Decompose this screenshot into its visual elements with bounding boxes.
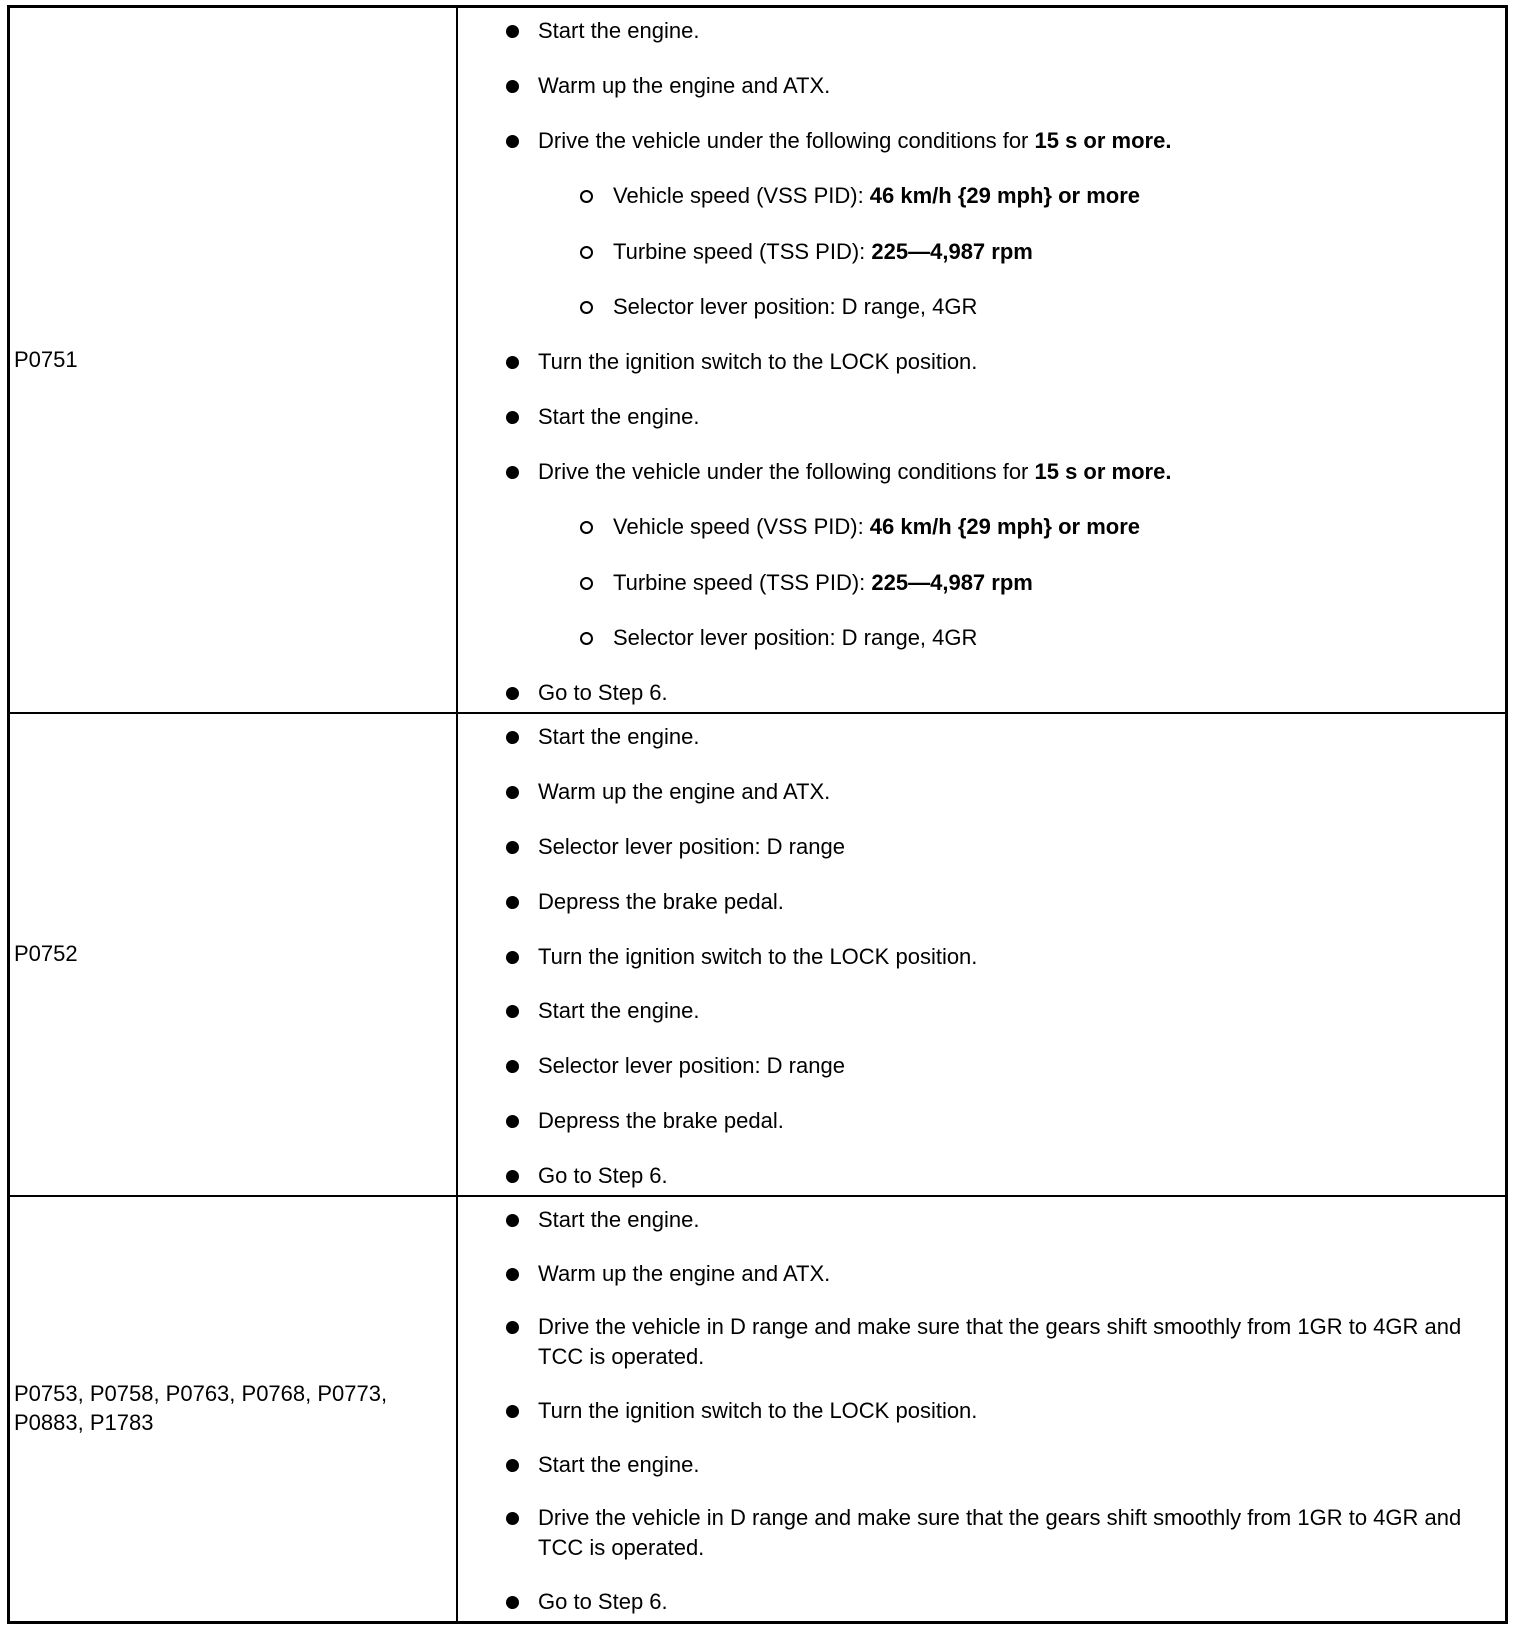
step-item xyxy=(458,832,1465,862)
hollow-bullet-icon xyxy=(580,246,593,259)
bullet-icon xyxy=(506,731,519,744)
step-text: Vehicle speed (VSS PID): xyxy=(613,514,870,540)
dtc-code-cell xyxy=(10,8,458,712)
sub-step-item xyxy=(458,237,1465,267)
step-text: Vehicle speed (VSS PID): xyxy=(613,183,870,209)
step-text: Start the engine. xyxy=(538,1207,700,1232)
step-text: Depress the brake pedal. xyxy=(538,1108,784,1134)
step-text: Start the engine. xyxy=(538,998,700,1024)
table-row xyxy=(10,714,1505,1197)
step-text: Selector lever position: D range xyxy=(538,833,845,859)
step-text: Turbine speed (TSS PID): xyxy=(613,238,872,264)
step-item xyxy=(458,1161,1465,1191)
step-text: Drive the vehicle under the following conditions for xyxy=(538,128,1035,154)
step-text: Start the engine. xyxy=(538,404,700,430)
step-text: Drive the vehicle in D range and make sure that the gears shift smoothly from 1GR to 4GR and TCC is operated. xyxy=(538,1314,1462,1370)
step-text: Selector lever position: D range, 4GR xyxy=(613,624,978,650)
step-item xyxy=(458,722,1465,752)
sub-step-item xyxy=(458,623,1465,653)
bullet-icon xyxy=(506,80,519,93)
step-text: Go to Step 6. xyxy=(538,1588,668,1614)
table-row xyxy=(10,1197,1505,1621)
step-item xyxy=(458,126,1465,156)
step-item xyxy=(458,1587,1465,1617)
step-emphasis: 15 s or more. xyxy=(1034,128,1172,154)
bullet-icon xyxy=(506,1596,519,1609)
bullet-icon xyxy=(506,896,519,909)
step-emphasis: 15 s or more. xyxy=(1034,459,1172,485)
step-emphasis: 46 km/h {29 mph} or more xyxy=(869,514,1141,540)
sub-step-item xyxy=(458,568,1465,598)
hollow-bullet-icon xyxy=(580,301,593,314)
bullet-icon xyxy=(506,1512,519,1525)
step-text: Turn the ignition switch to the LOCK position. xyxy=(538,943,978,969)
table-row xyxy=(10,8,1505,714)
step-item xyxy=(458,1106,1465,1136)
step-item xyxy=(458,777,1465,807)
procedure-steps xyxy=(458,1197,1505,1621)
step-item xyxy=(458,402,1465,432)
bullet-icon xyxy=(506,1005,519,1018)
bullet-icon xyxy=(506,1321,519,1334)
step-text: Turn the ignition switch to the LOCK position. xyxy=(538,348,978,374)
step-item xyxy=(458,1396,1465,1426)
bullet-icon xyxy=(506,1214,519,1227)
bullet-icon xyxy=(506,1170,519,1183)
dtc-code: P0751 xyxy=(14,346,78,372)
step-item xyxy=(458,71,1465,101)
hollow-bullet-icon xyxy=(580,632,593,645)
step-item xyxy=(458,16,1465,46)
dtc-code-cell xyxy=(10,714,458,1195)
dtc-code: P0752 xyxy=(14,941,78,966)
step-item xyxy=(458,1259,1465,1289)
step-item xyxy=(458,1450,1465,1480)
step-item xyxy=(458,457,1465,487)
step-text: Start the engine. xyxy=(538,18,700,43)
step-item xyxy=(458,1051,1465,1081)
bullet-icon xyxy=(506,1405,519,1418)
procedure-steps xyxy=(458,8,1505,712)
hollow-bullet-icon xyxy=(580,521,593,534)
step-text: Go to Step 6. xyxy=(538,679,668,705)
bullet-icon xyxy=(506,841,519,854)
bullet-icon xyxy=(506,1459,519,1472)
bullet-icon xyxy=(506,951,519,964)
procedure-steps xyxy=(458,714,1505,1195)
step-text: Drive the vehicle under the following conditions for xyxy=(538,459,1035,485)
step-item xyxy=(458,678,1465,708)
bullet-icon xyxy=(506,25,519,38)
step-emphasis: 46 km/h {29 mph} or more xyxy=(869,183,1141,209)
step-text: Drive the vehicle in D range and make sure that the gears shift smoothly from 1GR to 4GR and TCC is operated. xyxy=(538,1505,1462,1561)
sub-step-item xyxy=(458,181,1465,211)
bullet-icon xyxy=(506,1268,519,1281)
step-text: Selector lever position: D range xyxy=(538,1053,845,1079)
step-emphasis: 225—4,987 rpm xyxy=(871,569,1033,595)
hollow-bullet-icon xyxy=(580,577,593,590)
dtc-procedure-table xyxy=(7,5,1508,1624)
step-text: Turbine speed (TSS PID): xyxy=(613,569,872,595)
step-text: Warm up the engine and ATX. xyxy=(538,1260,831,1286)
bullet-icon xyxy=(506,356,519,369)
step-emphasis: 225—4,987 rpm xyxy=(871,238,1033,264)
step-text: Selector lever position: D range, 4GR xyxy=(613,293,978,319)
dtc-code-cell xyxy=(10,1197,458,1621)
step-item xyxy=(458,1312,1465,1372)
step-item xyxy=(458,942,1465,972)
step-item xyxy=(458,1205,1465,1235)
step-text: Go to Step 6. xyxy=(538,1163,668,1188)
step-item xyxy=(458,996,1465,1026)
step-text: Depress the brake pedal. xyxy=(538,888,784,914)
step-item xyxy=(458,347,1465,377)
step-text: Turn the ignition switch to the LOCK position. xyxy=(538,1397,978,1423)
bullet-icon xyxy=(506,786,519,799)
step-text: Start the engine. xyxy=(538,724,700,749)
bullet-icon xyxy=(506,1060,519,1073)
step-text: Warm up the engine and ATX. xyxy=(538,73,831,99)
bullet-icon xyxy=(506,466,519,479)
dtc-code: P0753, P0758, P0763, P0768, P0773, P0883, P1783 xyxy=(14,1381,388,1435)
bullet-icon xyxy=(506,1115,519,1128)
sub-step-item xyxy=(458,292,1465,322)
bullet-icon xyxy=(506,135,519,148)
sub-step-item xyxy=(458,512,1465,542)
step-text: Start the engine. xyxy=(538,1451,700,1477)
bullet-icon xyxy=(506,687,519,700)
hollow-bullet-icon xyxy=(580,190,593,203)
step-text: Warm up the engine and ATX. xyxy=(538,778,831,804)
step-item xyxy=(458,887,1465,917)
step-item xyxy=(458,1503,1465,1563)
bullet-icon xyxy=(506,411,519,424)
